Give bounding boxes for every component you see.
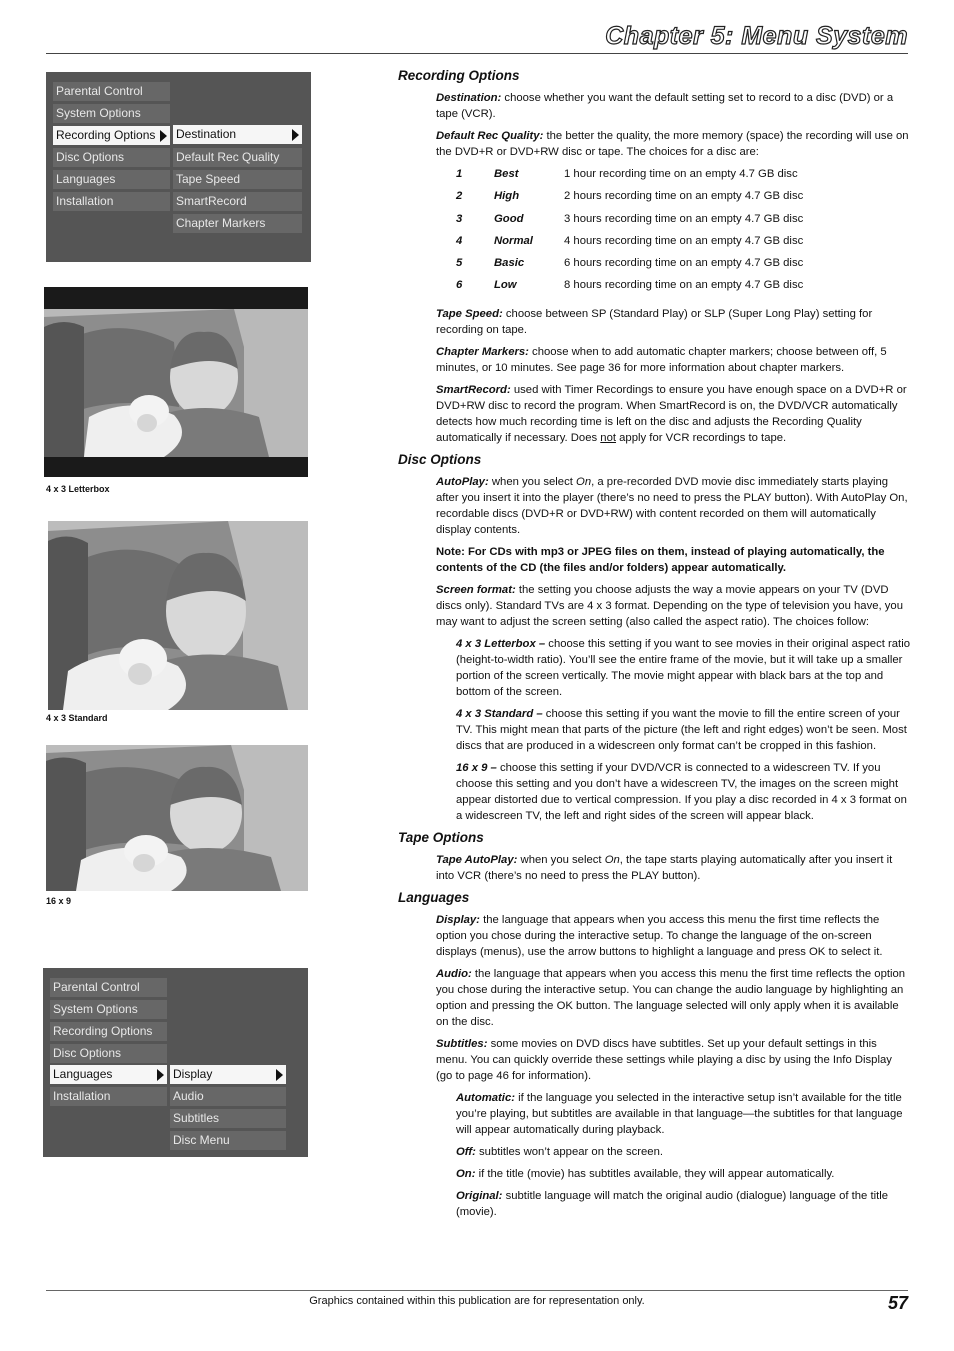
menu-item-languages[interactable] <box>50 1065 167 1084</box>
standard-photo <box>48 521 308 710</box>
para-automatic: Automatic: if the language you selected in the interactive setup isn’t available for the title you’re playing, but subtitles are available in that language—the subtitles for that language will appear automatically during playback. <box>456 1091 903 1136</box>
caption-widescreen: 16 x 9 <box>46 896 72 906</box>
arrow-right-icon <box>276 1069 283 1081</box>
para-chapter-markers: Chapter Markers: choose when to add automatic chapter markers; choose between off, 5 minutes, or 10 minutes. See page 36 for more information about chapter markers. <box>436 345 887 374</box>
arrow-right-icon <box>292 129 299 141</box>
recording-options-menu <box>46 72 311 262</box>
menu-item-subtitles[interactable]: Subtitles <box>170 1109 286 1128</box>
header-rule <box>46 53 908 54</box>
menu-item-default-rec-quality[interactable]: Default Rec Quality <box>173 148 302 167</box>
para-autoplay: AutoPlay: when you select On, a pre-recorded DVD movie disc immediately starts playing after you insert it into the player (there’s no need to press the PLAY button). With AutoPlay On, recordable discs (DVD+R or DVD+RW) with content recorded on them will automatically display contents. <box>436 475 908 536</box>
menu-item-recording-options[interactable] <box>53 126 170 145</box>
menu-item-disc-menu[interactable]: Disc Menu <box>170 1131 286 1150</box>
table-row: 5 Basic 6 hours recording time on an empty 4.7 GB disc <box>456 257 804 270</box>
photo-children-image <box>48 521 308 710</box>
widescreen-photo <box>46 745 308 891</box>
footer-rule <box>46 1290 908 1291</box>
para-standard: 4 x 3 Standard – choose this setting if you want the movie to fill the entire screen of your TV. This might mean that parts of the picture (the left and right edges) won’t be seen. Most discs that are produced in a widescreen only format can’t be cropped in this fashion. <box>456 707 907 752</box>
para-original: Original: subtitle language will match the original audio (dialogue) language of the title (movie). <box>456 1189 889 1218</box>
heading-tape-options: Tape Options <box>398 829 484 845</box>
para-tape-autoplay: Tape AutoPlay: when you select On, the tape starts playing automatically after you insert it into VCR (there’s no need to press the PLAY button). <box>436 853 893 882</box>
menu-item-recording-options[interactable]: Recording Options <box>50 1022 167 1041</box>
table-row: 3 Good 3 hours recording time on an empty 4.7 GB disc <box>456 212 804 225</box>
menu-item-display[interactable] <box>170 1065 286 1084</box>
para-subtitles: Subtitles: some movies on DVD discs have subtitles. Set up your default settings in this menu. You can quickly override these settings while playing a disc by using the Info Display (go to page 46 for information). <box>436 1037 892 1082</box>
menu-item-system-options[interactable]: System Options <box>50 1000 167 1019</box>
heading-languages: Languages <box>398 889 470 905</box>
menu-item-disc-options[interactable]: Disc Options <box>50 1044 167 1063</box>
menu-item-parental-control[interactable]: Parental Control <box>53 82 170 101</box>
menu-item-label: Recording Options <box>56 128 156 142</box>
arrow-right-icon <box>160 130 167 142</box>
menu-item-chapter-markers[interactable]: Chapter Markers <box>173 214 302 233</box>
para-on: On: if the title (movie) has subtitles available, they will appear automatically. <box>456 1167 835 1180</box>
menu-item-tape-speed[interactable]: Tape Speed <box>173 170 302 189</box>
heading-disc-options: Disc Options <box>398 451 482 467</box>
letterbox-photo <box>44 287 308 477</box>
menu-item-audio[interactable]: Audio <box>170 1087 286 1106</box>
para-destination: Destination: choose whether you want the default setting set to record to a disc (DVD) or a tape (VCR). <box>436 92 894 120</box>
menu-item-languages[interactable]: Languages <box>53 170 170 189</box>
table-row: 2 High 2 hours recording time on an empty 4.7 GB disc <box>456 190 804 203</box>
heading-recording-options: Recording Options <box>398 68 520 83</box>
arrow-right-icon <box>157 1069 164 1081</box>
menu-item-smartrecord[interactable]: SmartRecord <box>173 192 302 211</box>
languages-menu <box>43 968 308 1157</box>
menu-item-installation[interactable]: Installation <box>50 1087 167 1106</box>
quality-table <box>456 166 803 300</box>
menu-item-parental-control[interactable]: Parental Control <box>50 978 167 997</box>
page-number: 57 <box>887 1293 908 1313</box>
note-mp3-jpeg: Note: For CDs with mp3 or JPEG files on them, instead of playing automatically, the contents of the CD (the files and/or folders) appear automatically. <box>436 545 885 574</box>
photo-children-image <box>44 287 308 477</box>
menu-item-label: Languages <box>53 1067 113 1081</box>
para-letterbox: 4 x 3 Letterbox – choose this setting if you want to see movies in their original aspect ratio (height-to-width ratio). You’ll see the entire frame of the movie, but it will take up a smaller portion of the screen vertically. The movie might appear with black bars at the top and bottom of the screen. <box>456 637 910 698</box>
menu-item-destination[interactable] <box>173 125 302 144</box>
footer-note: Graphics contained within this publication are for representation only. <box>309 1295 645 1307</box>
table-row: 4 Normal 4 hours recording time on an empty 4.7 GB disc <box>456 234 804 247</box>
para-tape-speed: Tape Speed: choose between SP (Standard Play) or SLP (Super Long Play) setting for recording on tape. <box>436 307 873 336</box>
caption-letterbox: 4 x 3 Letterbox <box>46 484 110 494</box>
menu-item-label: Display <box>173 1067 213 1081</box>
table-row: 1 Best 1 hour recording time on an empty 4.7 GB disc <box>456 168 798 180</box>
table-row: 6 Low 8 hours recording time on an empty 4.7 GB disc <box>456 279 804 292</box>
para-audio: Audio: the language that appears when you access this menu the first time reflects the option you chose during the interactive setup. You can change the audio language by highlighting an option and pressing the OK button. The language selected will only apply when it is available on the disc. <box>436 967 906 1028</box>
para-screen-format: Screen format: the setting you choose adjusts the way a movie appears on your TV (DVD discs only). Standard TVs are 4 x 3 format. Depending on the type of television you have, you may want to adjust the screen setting (also called the aspect ratio). The choices follow: <box>436 583 903 628</box>
para-default-rec-quality: Default Rec Quality: the better the quality, the more memory (space) the recording will use on the DVD+R or DVD+RW disc or tape. The choices for a disc are: <box>436 130 909 158</box>
photo-children-image <box>46 745 308 891</box>
caption-standard: 4 x 3 Standard <box>46 713 108 723</box>
para-widescreen: 16 x 9 – choose this setting if your DVD/VCR is connected to a widescreen TV. If you choose this setting and you don’t have a widescreen TV, the images on the screen might appear distorted due to vertical compression. If you play a disc recorded in 4 x 3 format on a widescreen TV, the left and right sides of the screen will appear black. <box>456 761 907 822</box>
para-display: Display: the language that appears when you access this menu the first time reflects the option you chose during the interactive setup. To change the language of the on-screen displays (menus), use the arrow buttons to highlight a language and press OK to select it. <box>436 913 883 958</box>
chapter-title: Chapter 5: Menu System <box>605 22 908 50</box>
para-smartrecord: SmartRecord: used with Timer Recordings to ensure you have enough space on a DVD+R or DVD+RW disc to record the program. When SmartRecord is on, the DVD/VCR automatically detects how much recording time is left on the disc and adjusts the Recording Quality automatically if necessary. Does not apply for VCR recordings to tape. <box>436 383 907 444</box>
menu-item-disc-options[interactable]: Disc Options <box>53 148 170 167</box>
text-column <box>398 68 910 1226</box>
para-off: Off: subtitles won’t appear on the screen. <box>456 1145 664 1158</box>
menu-item-label: Destination <box>176 127 237 141</box>
menu-item-system-options[interactable]: System Options <box>53 104 170 123</box>
menu-item-installation[interactable]: Installation <box>53 192 170 211</box>
